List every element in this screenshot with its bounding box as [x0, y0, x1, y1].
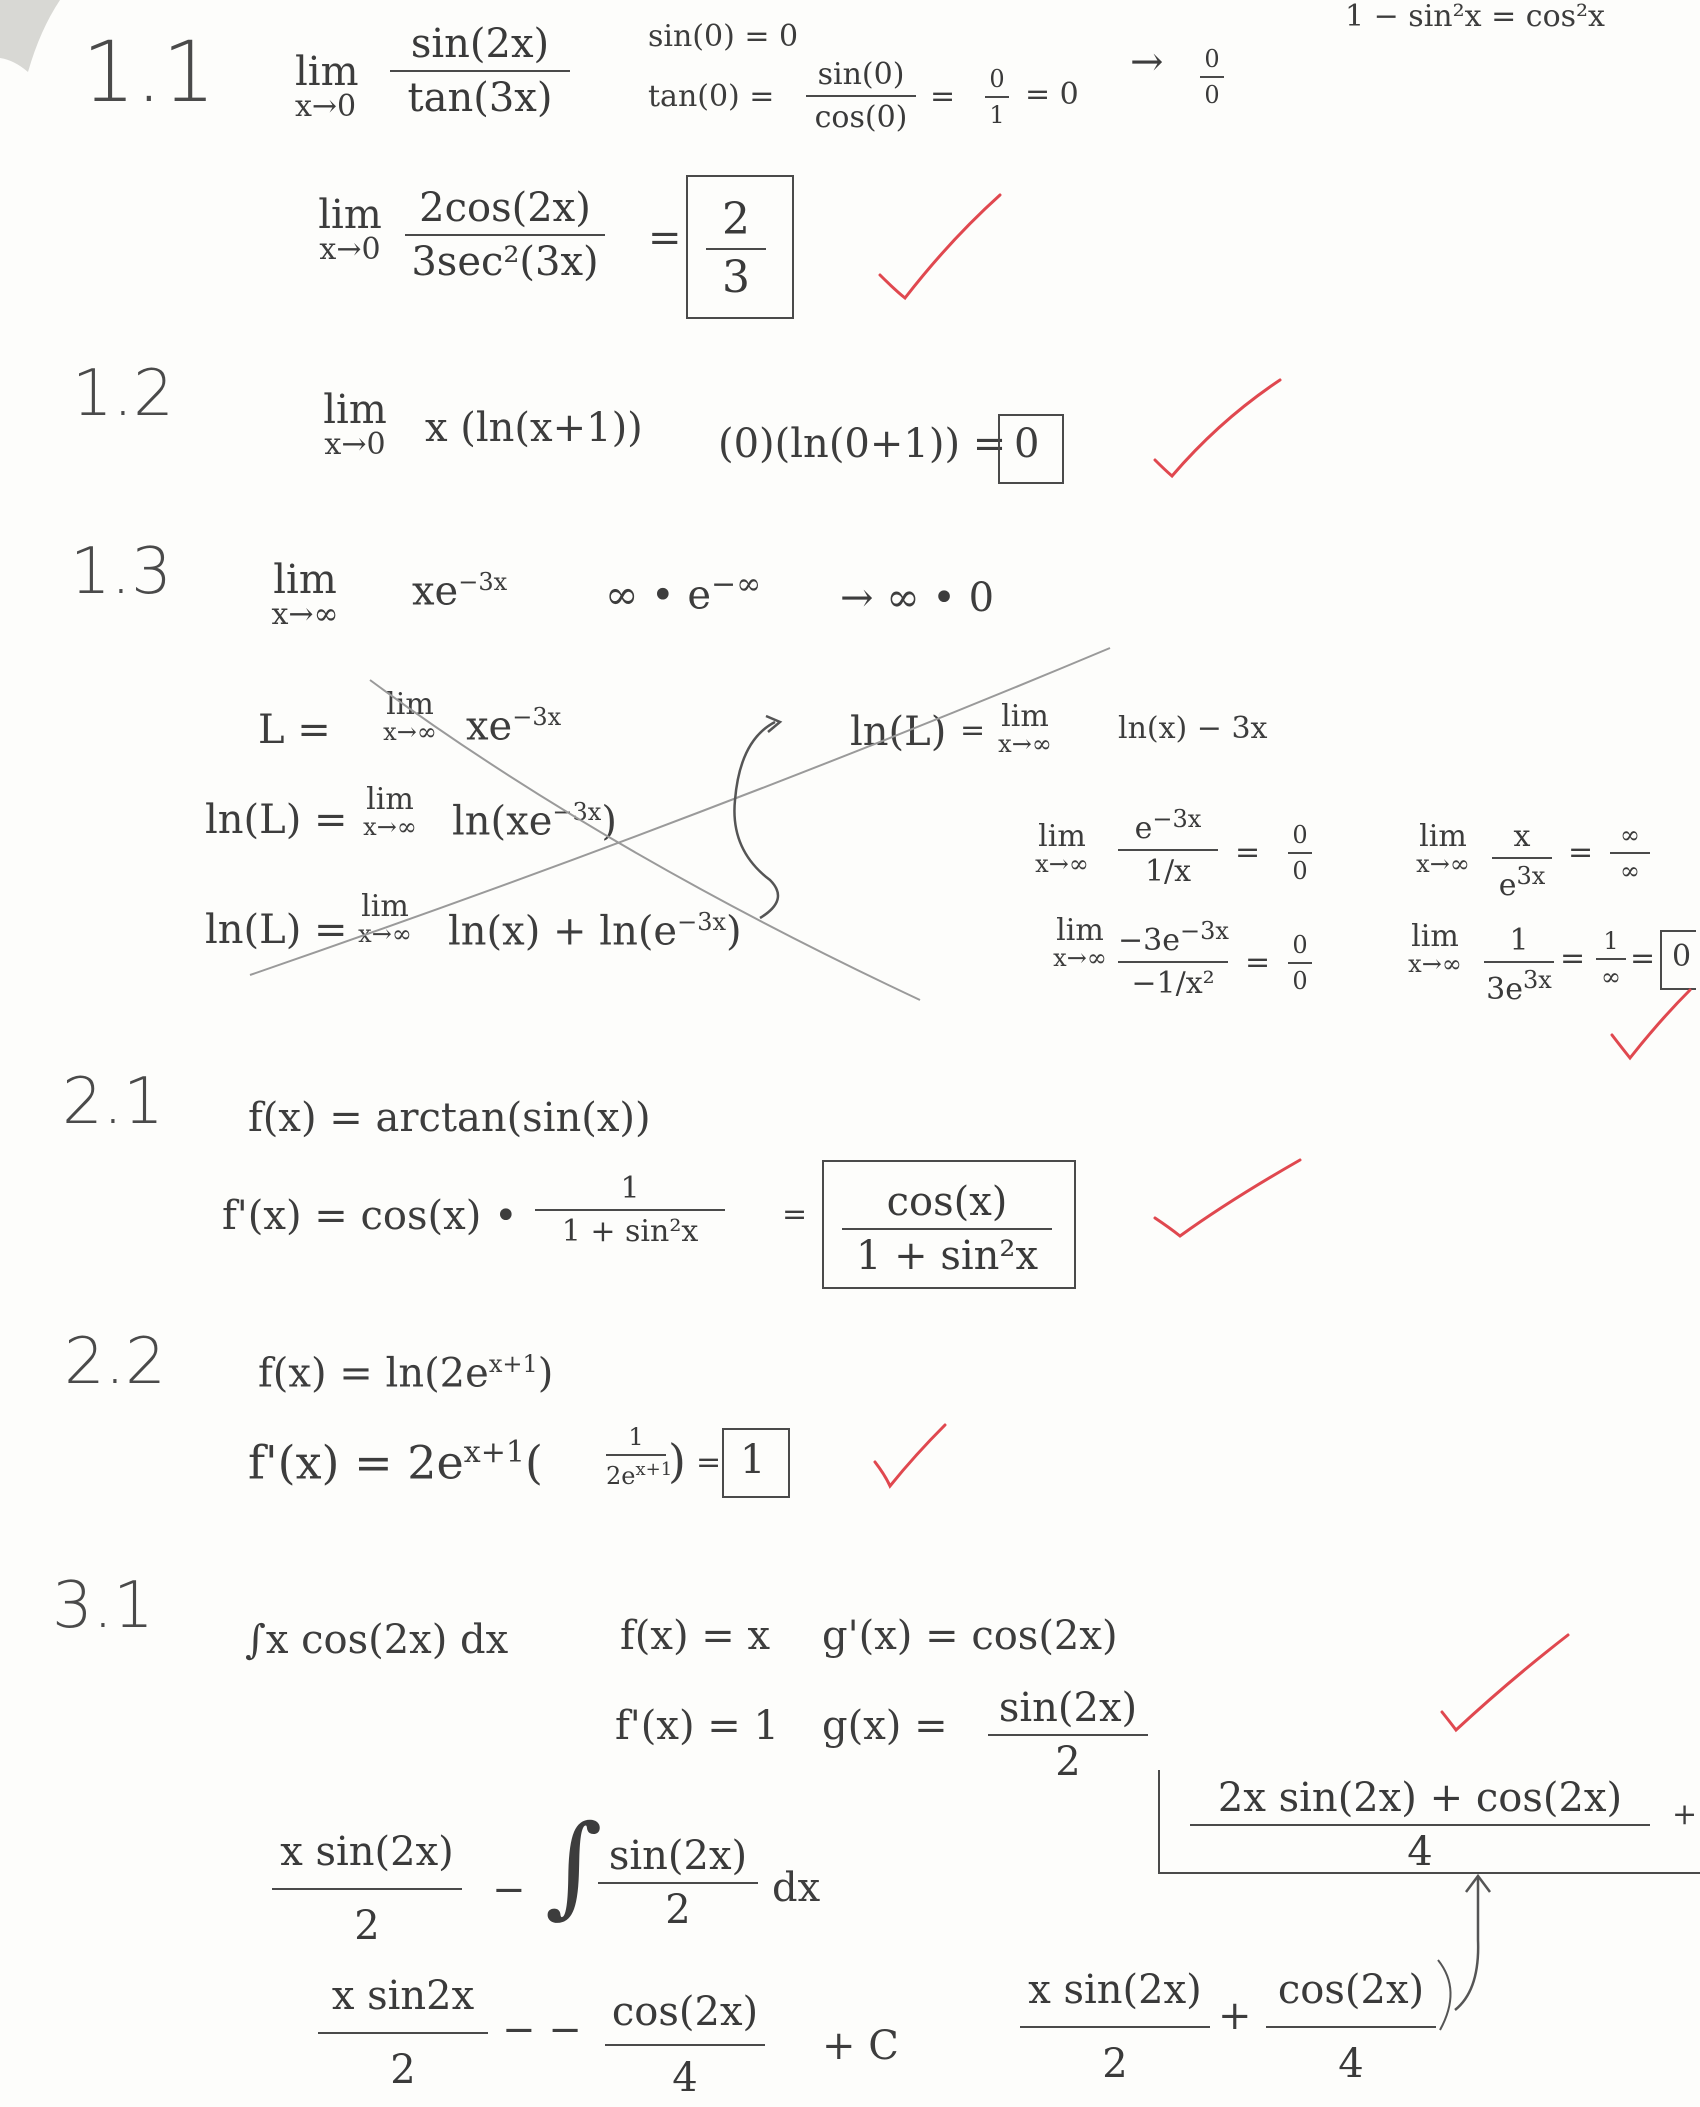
result-fraction: 1 ∞ — [1596, 928, 1626, 991]
connector-arrow-icon — [734, 722, 778, 918]
aside-result: = 0 — [1025, 77, 1079, 112]
derivative-fraction: 1 1 + sin²x — [535, 1172, 725, 1248]
limit-operator: lim x→0 — [295, 49, 359, 124]
indeterminate-form: 0 0 — [1200, 46, 1224, 109]
simplified-term-2: cos(2x) 4 — [1266, 1968, 1436, 2086]
answer-fraction: 2x sin(2x) + cos(2x) 4 — [1190, 1776, 1650, 1874]
check-icon — [1155, 380, 1280, 476]
check-icon — [1155, 1160, 1300, 1236]
limit-expression: x (ln(x+1)) — [425, 405, 643, 451]
simplified-term-1: x sin(2x) 2 — [1020, 1968, 1210, 2086]
lnL-line-2: ln(L) = — [205, 907, 348, 953]
lnL-line-3: ln(L) — [850, 709, 947, 755]
derivative-line: $f'(x) = 2e^{x+1}$( — [248, 1435, 543, 1490]
strikethrough-line — [250, 648, 1110, 975]
limit-operator: lim x→∞ — [1408, 919, 1462, 978]
lnL-line-1: ln(L) = — [205, 797, 348, 843]
equals: = — [1568, 835, 1594, 870]
substitution-work: (0)(ln(0+1)) = — [718, 421, 1007, 467]
limit-fraction: $e^{-3x}$ 1/x — [1118, 806, 1218, 888]
lhopital-fraction: 2cos(2x) 3sec²(3x) — [405, 186, 605, 284]
aside-tan0: tan(0) = — [648, 79, 775, 114]
limit-operator: lim x→∞ — [1053, 913, 1107, 972]
limit-operator: lim x→0 — [318, 192, 382, 267]
parts-integrand: sin(2x) 2 — [598, 1834, 758, 1932]
check-icon — [1612, 990, 1690, 1058]
answer-fraction: 2 3 — [706, 196, 766, 303]
limit-operator: lim x→∞ — [271, 557, 339, 632]
limit-operator: lim x→∞ — [358, 889, 412, 948]
answer-fraction: cos(x) 1 + sin²x — [842, 1180, 1052, 1278]
function-definition: $f(x) = \ln(2e^{x+1})$ — [258, 1350, 554, 1397]
L-definition: L = — [258, 707, 331, 753]
indeterminate-form: 0 0 — [1288, 822, 1312, 885]
constant-c: + C — [822, 2023, 899, 2069]
problem-number: 1.3 — [70, 535, 172, 609]
equals: = — [696, 1445, 722, 1480]
lnL-expression-3: ln(x) − 3x — [1118, 711, 1268, 746]
limit-operator: lim x→∞ — [1416, 819, 1470, 878]
indeterminate-form: ∞ ∞ — [1610, 822, 1650, 885]
lnL-expression-1: $\ln(xe^{-3x})$ — [452, 798, 617, 845]
aside-sin0: sin(0) = 0 — [648, 19, 799, 54]
close-paren: ) — [668, 1434, 686, 1488]
plus: + — [1218, 1993, 1252, 2039]
integral-expression: ∫x cos(2x) dx — [245, 1617, 509, 1663]
limit-operator: lim x→∞ — [1035, 819, 1089, 878]
g-definition: g(x) = — [822, 1703, 948, 1749]
check-icon — [880, 195, 1000, 298]
answer-tail: + — [1672, 1797, 1698, 1832]
answer-value: 1 — [740, 1437, 766, 1483]
problem-number: 1.2 — [72, 357, 174, 431]
problem-number: 2.1 — [62, 1065, 164, 1139]
lnL-expression-2: $\ln(x) + \ln(e^{-3x})$ — [448, 908, 742, 955]
answer-value: 0 — [1014, 421, 1040, 467]
arrow: → — [1130, 39, 1164, 85]
limit-fraction: x $e^{3x}$ — [1492, 820, 1552, 902]
g-prime-definition: g'(x) = cos(2x) — [822, 1613, 1118, 1659]
bracket-icon — [1438, 1960, 1451, 2030]
derivative-fraction: 1 $2e^{x+1}$ — [606, 1423, 673, 1491]
f-prime-definition: f'(x) = 1 — [615, 1703, 779, 1749]
check-icon — [1442, 1635, 1568, 1730]
equals: = — [1630, 941, 1656, 976]
equals: = — [1560, 941, 1586, 976]
strikethrough-line — [370, 680, 920, 1000]
arrow-up-icon — [1455, 1878, 1478, 2010]
function-definition: f(x) = arctan(sin(x)) — [248, 1095, 651, 1141]
limit-operator: lim x→∞ — [383, 687, 437, 746]
problem-number: 1.1 — [82, 23, 216, 121]
L-expression: $xe^{-3x}$ — [466, 703, 562, 750]
check-icon — [875, 1425, 945, 1486]
limit-fraction: 1 $3e^{3x}$ — [1484, 924, 1554, 1006]
indeterminate-form: 0 0 — [1288, 932, 1312, 995]
limit-fraction: $-3e^{-3x}$ −1/x² — [1118, 917, 1229, 1001]
cos-term: cos(2x) 4 — [605, 1990, 765, 2100]
aside-zero-over-one: 0 1 — [985, 66, 1009, 129]
double-minus: − − — [502, 2007, 582, 2053]
aside-equals: = — [930, 79, 956, 114]
limit-fraction: sin(2x) tan(3x) — [390, 22, 570, 120]
trig-identity: 1 − sin²x = cos²x — [1345, 0, 1605, 34]
equals: = — [1235, 835, 1261, 870]
minus: − — [492, 1867, 526, 1913]
limit-operator: lim x→0 — [323, 387, 387, 462]
equals: = — [648, 215, 682, 261]
dx: dx — [772, 1865, 821, 1911]
limit-expression: $xe^{-3x}$ — [412, 568, 508, 615]
answer-value: 0 — [1672, 939, 1692, 974]
f-definition: f(x) = x — [620, 1613, 771, 1659]
derivative-line: f'(x) = cos(x) • — [222, 1193, 518, 1239]
problem-number: 2.2 — [64, 1325, 166, 1399]
limit-operator: lim x→∞ — [998, 699, 1052, 758]
equals: = — [960, 713, 986, 748]
parts-term-2: x sin2x 2 — [318, 1974, 488, 2092]
integral-sign: ∫ — [545, 1801, 603, 1929]
parts-term-1: x sin(2x) 2 — [272, 1830, 462, 1948]
equals: = — [782, 1197, 808, 1232]
problem-number: 3.1 — [52, 1569, 154, 1643]
limit-operator: lim x→∞ — [363, 782, 417, 841]
indeterminate-form: ∞ • e−∞ — [605, 567, 762, 619]
equals: = — [1245, 945, 1271, 980]
form-result: → ∞ • 0 — [840, 575, 995, 621]
folded-corner — [0, 0, 60, 72]
aside-sin-over-cos: sin(0) cos(0) — [806, 58, 916, 134]
g-fraction: sin(2x) 2 — [988, 1686, 1148, 1784]
